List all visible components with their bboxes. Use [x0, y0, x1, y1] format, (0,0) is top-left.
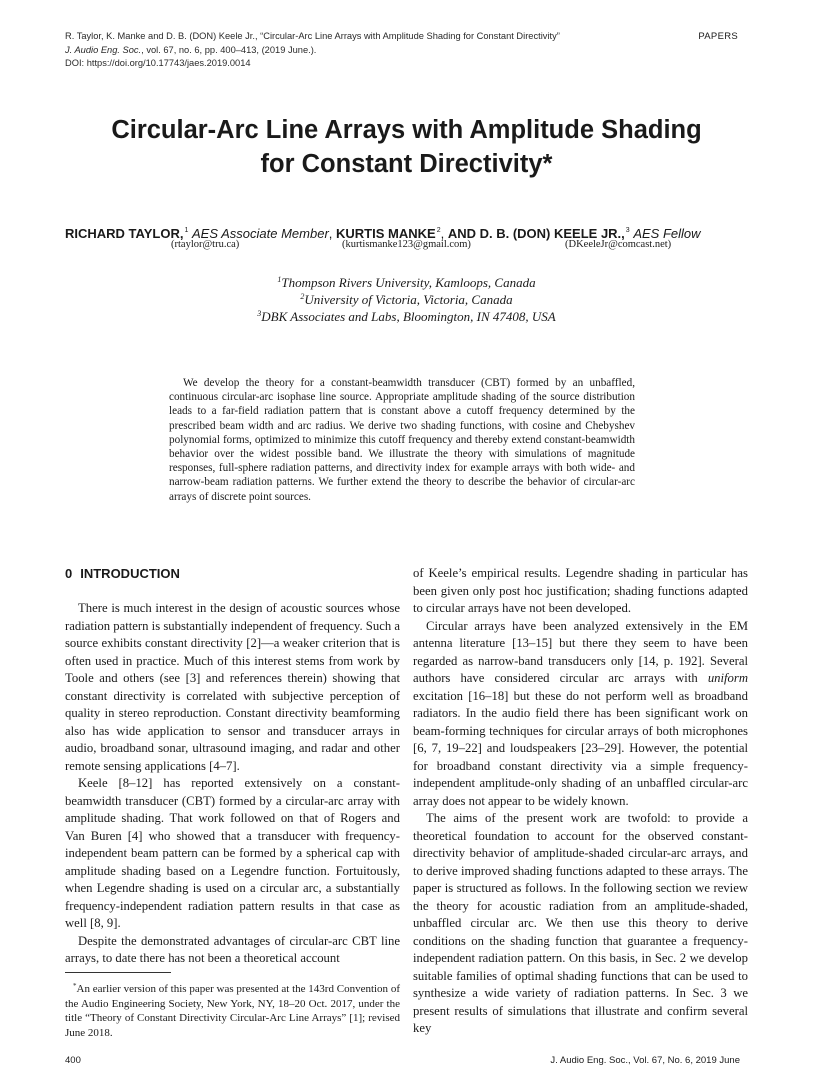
author-affil-mark: 2 — [436, 227, 441, 234]
citation-details: , vol. 67, no. 6, pp. 400–413, (2019 June.). — [141, 44, 317, 55]
paragraph: Keele [8–12] has reported extensively on a constant-beamwidth transducer (CBT) formed by a circular-arc array with amplitude shading. That work followed on that of Rogers and Van Buren [4] who showed that a transducer with frequency-independent beam pattern can be formed by a spherical cap with amplitude shading based on a Legendre function. Fortuitously, when Legendre shading is used on a circular arc, a substantially frequency-independent radiation pattern results in that case as well [8, 9]. — [65, 776, 400, 930]
paper-title — [0, 113, 813, 181]
author-affil-mark: 3 — [625, 227, 630, 234]
emphasis-text: uniform — [707, 671, 748, 685]
paragraph-text: excitation [16–18] but these do not perform well as broadband radiators. In the audio field there has been significant work on beam-forming techniques for circular arrays of both microphones [6, 7, 19–22] and loudspeakers [23–29]. However, the potential for broadband constant directivity via a simple frequency-independent amplitude-only shading of an unbaffled circular-arc array does not appear to be widely known. — [413, 688, 748, 808]
author-separator: , — [328, 226, 337, 241]
affiliation — [0, 305, 813, 325]
paragraph — [413, 618, 748, 811]
author-role: AES Fellow — [633, 226, 701, 241]
affiliation-text: DBK Associates and Labs, Bloomington, IN 47408, USA — [261, 309, 556, 324]
section-number: 0 — [65, 566, 73, 581]
running-header — [65, 30, 625, 71]
author-separator: , — [440, 226, 448, 241]
author-name: RICHARD TAYLOR, — [65, 226, 184, 241]
paragraph: The aims of the present work are twofold: to provide a theoretical foundation to account for the observed constant-directivity behavior of amplitude-shaded circular-arc arrays, and to derive improved shading functions adapted to these arrays. The paper is structured as follows. In the following section we review the theory for acoustic radiation from an amplitude-shaded, unbaffled circular arc. We then use this theory to derive conditions on the shading function that guarantee a frequency-independent radiation pattern. On this basis, in Sec. 2 we develop suitable families of optimal shading functions that can be used to synthesize a wide variety of radiation patterns. In Sec. 3 we present results of simulations that illustrate and confirm several key — [413, 811, 748, 1035]
section-heading — [65, 565, 400, 583]
affiliation-mark: 2 — [300, 292, 305, 301]
footnote — [65, 979, 400, 1040]
page-number: 400 — [65, 1055, 81, 1066]
citation-line-2 — [65, 44, 625, 58]
abstract: We develop the theory for a constant-beamwidth transducer (CBT) formed by an unbaffled, continuous circular-arc isophase line source. Appropriate amplitude shading of the source distribution leads to a far-field radiation pattern that is constant above a cutoff frequency determined by the prescribed beam width and arc radius. We derive two shading functions, with cosine and Chebyshev polynomial forms, optimized to minimize this cutoff frequency and thereby extend constant-beamwidth behavior over the widest possible band. We illustrate the theory with simulations of magnitude responses, full-sphere radiation patterns, and directivity index for example arrays with both wide- and narrow-beam radiation patterns. We further extend the theory to describe the behavior of circular-arc arrays of discrete point sources. — [169, 377, 635, 503]
author-affil-mark: 1 — [184, 227, 189, 234]
doi-link[interactable]: DOI: https://doi.org/10.17743/jaes.2019.0014 — [65, 58, 251, 69]
left-column — [65, 565, 400, 968]
journal-abbrev: J. Audio Eng. Soc. — [65, 44, 142, 55]
paragraph: Despite the demonstrated advantages of circular-arc CBT line arrays, to date there has not been a theoretical account — [65, 933, 400, 965]
title-line-1: Circular-Arc Line Arrays with Amplitude Shading — [111, 116, 702, 144]
journal-issue-footer: J. Audio Eng. Soc., Vol. 67, No. 6, 2019 June — [550, 1055, 740, 1066]
author-role: AES Associate Member — [191, 226, 329, 241]
footnote-divider — [65, 972, 171, 973]
author-name: AND D. B. (DON) KEELE JR., — [447, 226, 625, 241]
affiliation-mark: 1 — [277, 275, 282, 284]
right-column — [413, 565, 748, 1038]
section-title: INTRODUCTION — [80, 566, 180, 581]
citation-line-1: R. Taylor, K. Manke and D. B. (DON) Keele Jr., “Circular-Arc Line Arrays with Amplitude Shading for Constant Directivity” — [65, 31, 560, 41]
title-line-2: for Constant Directivity* — [260, 150, 553, 178]
author-email[interactable]: (kurtismanke123@gmail.com) — [342, 239, 471, 250]
author-email[interactable]: (DKeeleJr@comcast.net) — [565, 239, 672, 250]
author-email[interactable]: (rtaylor@tru.ca) — [171, 239, 240, 250]
affiliation-text: University of Victoria, Victoria, Canada — [304, 292, 513, 307]
author-name: KURTIS MANKE — [336, 226, 436, 241]
section-label: PAPERS — [698, 31, 738, 42]
paragraph-text: Circular arrays have been analyzed extensively in the EM antenna literature [13–15] but there they seem to have been regarded as narrow-band transducers only [14, p. 192]. Several authors have considered circular arc arrays with — [413, 618, 748, 685]
affiliation-text: Thompson Rivers University, Kamloops, Canada — [281, 275, 536, 290]
paragraph: There is much interest in the design of acoustic sources whose radiation pattern is substantially independent of frequency. Such a source exhibits constant directivity [2]—a weaker criterion that is often used in practice. Much of this interest stems from work by Toole and others (see [3] and references therein) showing that constant directivity is correlated with subjective perception of quality in stereo reproduction. Constant directivity beamforming also has wide application to sensor and transducer arrays in audio, broadband sonar, ultrasound imaging, and radar and other remote sensing applications [4–7]. — [65, 601, 400, 773]
paragraph: of Keele’s empirical results. Legendre shading in particular has been given only post hoc justification; shading functions adapted to circular arrays have not been developed. — [413, 566, 748, 615]
footnote-mark: * — [73, 982, 77, 990]
footnote-text: An earlier version of this paper was presented at the 143rd Convention of the Audio Engineering Society, New York, NY, 18–20 Oct. 2017, under the title “Theory of Constant Directivity Circular-Arc Line Arrays” [1]; revised June 2018. — [65, 983, 400, 1039]
affiliation-mark: 3 — [257, 309, 262, 318]
